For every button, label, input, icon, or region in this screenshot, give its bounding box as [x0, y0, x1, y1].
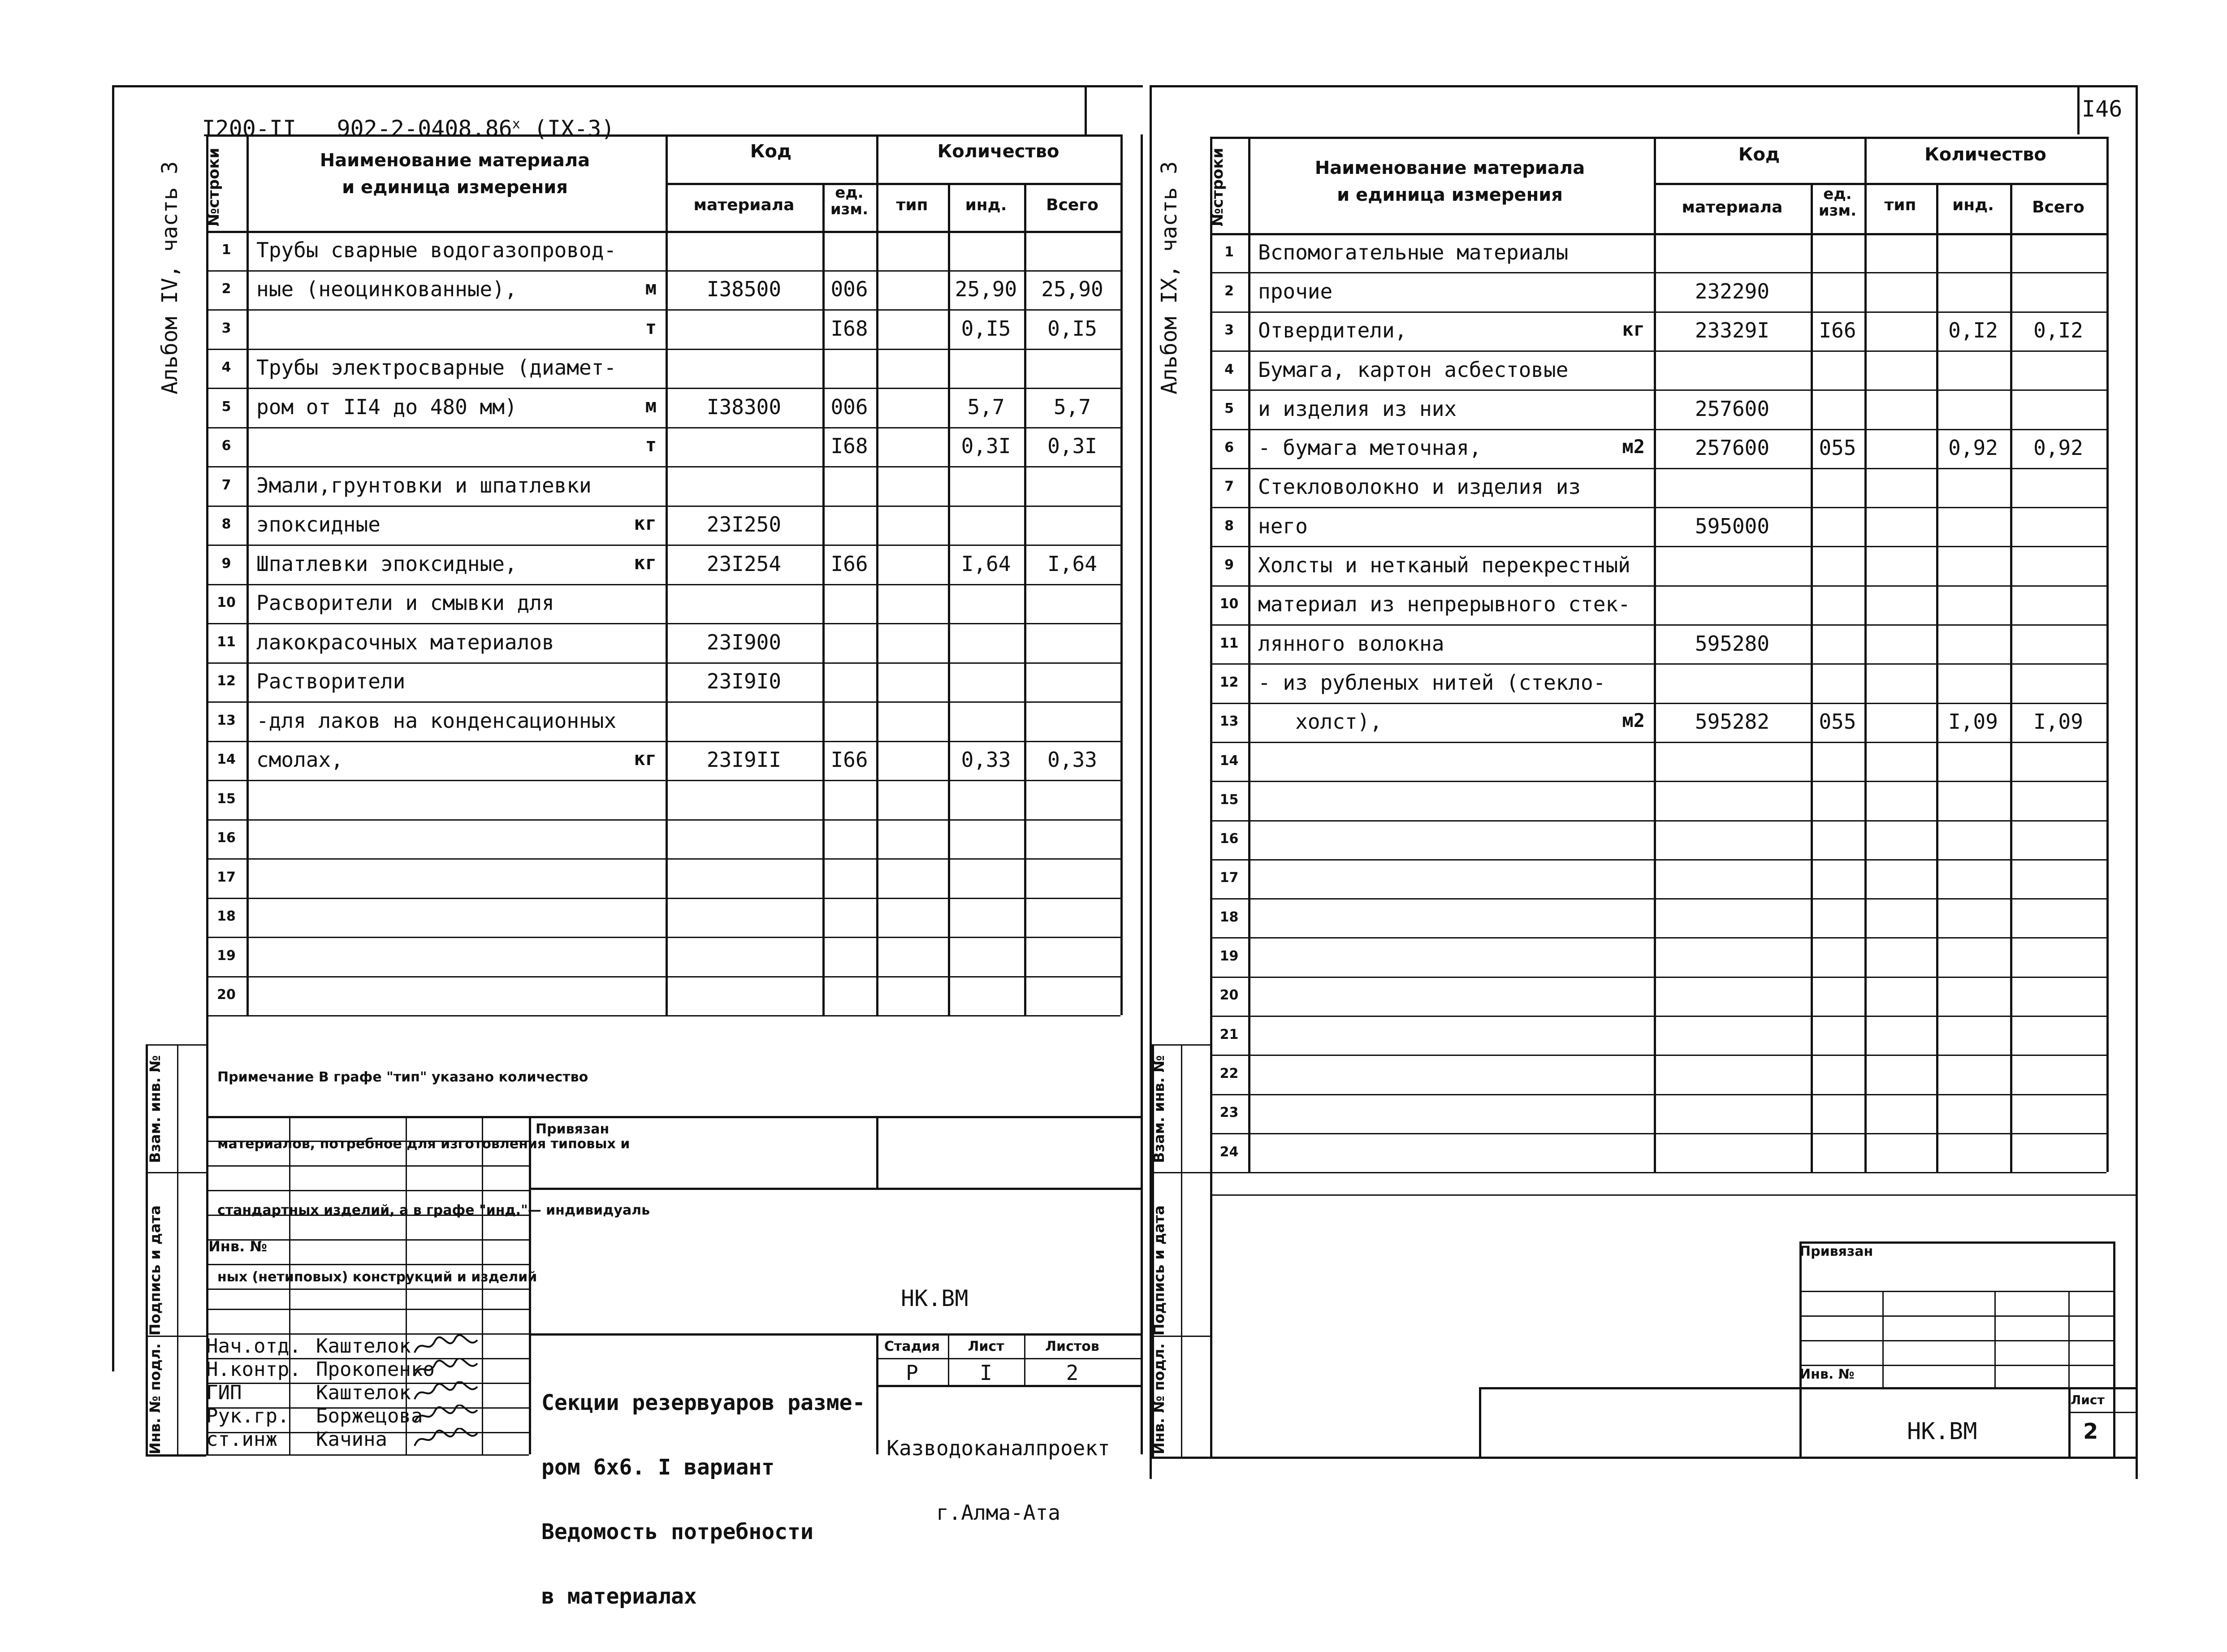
rule [876, 1116, 878, 1188]
row-number: 12 [1219, 674, 1239, 690]
material-name: лакокрасочных материалов [256, 630, 554, 654]
rule [206, 388, 1120, 389]
unit-code: 006 [830, 394, 868, 419]
signature-icon [412, 1335, 480, 1357]
staff-role: Нач.отд. [206, 1335, 301, 1358]
rule [206, 1454, 529, 1456]
rule [1210, 1133, 2106, 1134]
row-number: 13 [1219, 714, 1239, 730]
material-name: - бумага меточная, [1258, 436, 1482, 460]
inv-no-label: Инв. № [1799, 1367, 1855, 1382]
material-code: I38500 [706, 277, 782, 302]
rule [206, 1264, 529, 1265]
staff-name: Боржецова [316, 1405, 423, 1427]
frame-code-end [1085, 85, 1087, 134]
material-name: Стекловолокно и изделия из [1258, 475, 1581, 499]
rule [666, 134, 668, 1015]
unit-code: I66 [830, 748, 868, 772]
row-number: 23 [1219, 1105, 1239, 1121]
rule [1210, 507, 2106, 508]
row-number: 4 [1224, 361, 1234, 377]
sheets-value: 2 [1066, 1361, 1079, 1385]
side-label-sign: Подпись и дата [1150, 1205, 1168, 1336]
rule [1210, 937, 2106, 938]
qty-ind: 0,I2 [1948, 318, 1998, 343]
unit-of-measure: м [645, 394, 657, 417]
rule [482, 1116, 483, 1454]
sheet-label: Лист [2071, 1393, 2105, 1407]
privyazan-label: Привязан [1799, 1244, 1873, 1259]
rule [206, 584, 1120, 585]
row-number: 22 [1219, 1065, 1239, 1081]
rule [1210, 546, 2106, 547]
sheet-header: Лист [968, 1339, 1004, 1354]
rule [876, 1385, 1141, 1387]
row-number: 12 [217, 673, 236, 689]
rule [1799, 1241, 1802, 1457]
rule [146, 1336, 206, 1337]
material-code: 23329I [1695, 318, 1770, 343]
page-number: I46 [2082, 96, 2123, 122]
rule [206, 976, 1120, 977]
rule [1479, 1387, 1481, 1457]
code-header: Код [750, 141, 792, 162]
rule [1210, 272, 2106, 273]
row-number: 17 [1219, 870, 1239, 886]
unit-of-measure: м2 [1622, 709, 1645, 732]
total-header: Всего [2032, 198, 2084, 216]
frame-top [112, 85, 1143, 87]
unit-code: I66 [830, 551, 868, 576]
rule [206, 1309, 529, 1310]
rule [1210, 624, 2106, 626]
row-number: 8 [221, 516, 231, 532]
note [217, 1022, 650, 1332]
rule [948, 183, 950, 1015]
rule [876, 1358, 1141, 1359]
rule [1210, 742, 2106, 743]
rule [206, 701, 1120, 703]
album-label: Альбом IV, часть 3 [157, 161, 182, 394]
material-name: Вспомогательные материалы [1258, 240, 1569, 264]
row-number: 6 [1224, 440, 1234, 456]
row-number: 21 [1219, 1026, 1239, 1042]
rule [1210, 1194, 2136, 1196]
unit-of-measure: м2 [1622, 436, 1645, 458]
rule [1210, 311, 2106, 313]
row-number: 17 [217, 869, 236, 885]
rule [206, 506, 1120, 507]
row-no-header: №строки [205, 147, 223, 226]
rule [1210, 350, 2106, 352]
note-line: ных (нетиповых) конструкций и изделий [217, 1269, 537, 1285]
row-number: 1 [221, 242, 231, 258]
rule [2113, 1241, 2115, 1457]
qty-header: Количество [1924, 144, 2046, 165]
frame-right-right [2136, 85, 2138, 1479]
title-line: Секции резервуаров разме- [541, 1390, 865, 1415]
sheet-value: I [980, 1361, 992, 1385]
qty-ind: 0,3I [961, 434, 1011, 458]
qty-ind: 0,33 [961, 748, 1011, 772]
rule [1210, 703, 2106, 704]
material-code: 595280 [1695, 631, 1770, 656]
rule [206, 1215, 529, 1216]
row-number: 1 [1224, 244, 1234, 260]
material-name: ные (неоцинкованные), [256, 277, 517, 302]
organization [876, 1394, 1120, 1567]
unit-of-measure: кг [1622, 318, 1645, 341]
total-header: Всего [1046, 196, 1098, 214]
qty-header: Количество [937, 141, 1059, 162]
rule [206, 937, 1120, 938]
unit-code: 055 [1819, 436, 1856, 460]
qty-total: 0,3I [1047, 434, 1097, 458]
unit-code: I68 [830, 434, 868, 458]
row-number: 10 [217, 595, 236, 611]
rule [1210, 468, 2106, 469]
row-no-header: №строки [1209, 147, 1227, 226]
row-number: 5 [221, 398, 231, 415]
row-number: 14 [1219, 752, 1239, 769]
rule [1210, 389, 2106, 391]
rule [1654, 183, 2106, 185]
material-name: холст), [1258, 709, 1382, 734]
qty-total: 25,90 [1041, 277, 1103, 302]
frame-right [1141, 134, 1143, 1454]
rule [206, 662, 1120, 664]
rule [146, 1172, 206, 1173]
rule [206, 1190, 529, 1191]
rule [206, 1116, 1141, 1118]
material-name: Эмали,грунтовки и шпатлевки [256, 473, 592, 497]
rule [1479, 1387, 2136, 1389]
material-name: материал из непрерывного стек- [1258, 592, 1630, 617]
title-line: Ведомость потребности [541, 1519, 813, 1544]
material-name: Холсты и нетканый перекрестный [1258, 553, 1630, 578]
qty-total: 0,92 [2033, 436, 2083, 460]
qty-ind: 0,I5 [961, 316, 1011, 341]
sheet-number: 2 [2083, 1419, 2098, 1444]
rule [146, 1044, 206, 1046]
sheet-title [541, 1349, 865, 1650]
rule [206, 741, 1120, 742]
row-number: 24 [1219, 1144, 1239, 1160]
name-header: Наименование материала и единица измерения [1315, 158, 1585, 205]
material-name: Расворители и смывки для [256, 591, 554, 615]
row-number: 7 [221, 477, 231, 493]
rule [1210, 1172, 1212, 1457]
rule [1210, 1055, 2106, 1056]
row-number: 13 [217, 712, 236, 728]
rule [529, 1333, 1141, 1336]
unit-code: 006 [830, 277, 868, 302]
side-label-sign: Подпись и дата [147, 1205, 164, 1336]
rule [529, 1188, 1141, 1190]
sheets-header: Листов [1045, 1339, 1099, 1354]
org-line: Казводоканалпроект [886, 1436, 1110, 1460]
rule [206, 623, 1120, 624]
unit-of-measure: кг [634, 551, 657, 574]
stage-value: Р [906, 1361, 918, 1385]
stage-header: Стадия [884, 1339, 940, 1354]
row-number: 15 [1219, 791, 1239, 808]
note-line: стандартных изделий, а в графе "инд."— индивидуаль [217, 1202, 650, 1218]
material-code: 23I900 [706, 630, 782, 654]
material-code: 257600 [1695, 436, 1770, 460]
material-name: Отвердители, [1258, 318, 1407, 343]
material-name: него [1258, 514, 1308, 538]
title-line: в материалах [541, 1584, 697, 1609]
rule [177, 1044, 178, 1457]
material-code: I38300 [706, 394, 782, 419]
rule [1120, 134, 1123, 1015]
row-number: 8 [1224, 518, 1234, 534]
ind-header: инд. [965, 196, 1007, 214]
row-number: 11 [217, 634, 236, 650]
qty-ind: I,64 [961, 551, 1011, 576]
rule [529, 1116, 531, 1454]
material-code: 257600 [1695, 396, 1770, 421]
row-number: 4 [221, 359, 231, 376]
material-name: Трубы сварные водогазопровод- [256, 238, 617, 262]
rule [1210, 977, 2106, 978]
rule [206, 819, 1120, 821]
rule [1799, 1365, 2113, 1366]
row-number: 2 [221, 281, 231, 297]
material-code: 23I250 [706, 512, 782, 537]
row-number: 19 [1219, 948, 1239, 964]
side-label-replace: Взам. инв. № [1150, 1055, 1168, 1163]
rule [246, 134, 249, 1015]
typ-header: тип [1884, 196, 1916, 214]
org-line: г.Алма-Ата [936, 1501, 1060, 1525]
rule [206, 1141, 529, 1142]
staff-role: Н.контр. [206, 1358, 301, 1381]
ind-header: инд. [1952, 196, 1994, 214]
material-code: 595000 [1695, 514, 1770, 538]
rule [1882, 1291, 1884, 1389]
rule [1994, 1291, 1996, 1389]
privyazan-label: Привязан [536, 1121, 610, 1137]
qty-ind: 5,7 [967, 394, 1005, 419]
material-name: прочие [1258, 279, 1333, 303]
material-name: смолах, [256, 748, 343, 772]
material-name: и изделия из них [1258, 396, 1457, 421]
row-number: 14 [217, 752, 236, 768]
rule [1210, 663, 2106, 665]
unit-of-measure: кг [634, 748, 657, 770]
rule [206, 270, 1120, 272]
frame-left [112, 85, 114, 1371]
rule [1210, 137, 2106, 139]
title-line: ром 6х6. I вариант [541, 1455, 775, 1480]
doc-mark: НК.ВМ [901, 1285, 969, 1311]
unit-code: I68 [830, 316, 868, 341]
material-code: 232290 [1695, 279, 1770, 303]
unit-of-measure: т [645, 316, 657, 338]
qty-ind: 25,90 [955, 277, 1017, 302]
row-number: 16 [217, 830, 236, 846]
qty-total: 0,I5 [1047, 316, 1097, 341]
unit-of-measure: т [645, 434, 657, 456]
inv-no-label: Инв. № [208, 1238, 267, 1255]
row-number: 18 [217, 908, 236, 925]
rule [206, 231, 1120, 233]
row-number: 5 [1224, 400, 1234, 416]
signature-icon [412, 1381, 480, 1404]
row-number: 18 [1219, 909, 1239, 925]
side-label-inv: Инв. № подл. [147, 1343, 164, 1454]
staff-name: Каштелок [316, 1381, 411, 1404]
unit-header: ед. изм. [1818, 185, 1857, 220]
material-name: Шпатлевки эпоксидные, [256, 551, 517, 576]
staff-name: Каштелок [316, 1335, 411, 1358]
unit-of-measure: м [645, 277, 657, 299]
signature-icon [412, 1428, 480, 1450]
row-number: 15 [217, 791, 236, 807]
rule [1799, 1315, 2113, 1317]
rule [1210, 1172, 2106, 1173]
side-label-replace: Взам. инв. № [147, 1055, 164, 1163]
material-name: эпоксидные [256, 512, 381, 537]
rule [2106, 137, 2109, 1172]
code-header: Код [1738, 144, 1780, 165]
rule [206, 1165, 529, 1167]
name-header: Наименование материала и единица измерения [320, 150, 590, 198]
note-line: материалов, потребное для изготовления типовых и [217, 1136, 630, 1152]
frame-top-right [1150, 85, 2138, 87]
staff-name: Качина [316, 1428, 387, 1451]
material-header: материала [1682, 198, 1783, 216]
row-number: 20 [217, 987, 236, 1003]
qty-total: 5,7 [1053, 394, 1091, 419]
row-number: 11 [1219, 635, 1239, 651]
rule [1210, 1094, 2106, 1095]
qty-total: I,09 [2033, 709, 2083, 734]
qty-total: I,64 [1047, 551, 1097, 576]
unit-of-measure: кг [634, 512, 657, 535]
row-number: 20 [1219, 987, 1239, 1003]
material-name: - из рубленых нитей (стекло- [1258, 670, 1606, 695]
rule [206, 427, 1120, 428]
rule [206, 466, 1120, 467]
rule [1150, 1457, 2136, 1459]
album-label-right: Альбом IX, часть 3 [1157, 161, 1182, 394]
row-number: 2 [1224, 283, 1234, 299]
rule [1210, 1016, 2106, 1017]
rule [1210, 429, 2106, 430]
unit-code: 055 [1819, 709, 1856, 734]
rule [206, 1289, 529, 1290]
signature-icon [412, 1405, 480, 1427]
material-name: -для лаков на конденсационных [256, 708, 617, 733]
rule [666, 183, 1120, 185]
row-number: 3 [1224, 322, 1234, 338]
rule [1210, 585, 2106, 587]
material-name: Трубы электросварные (диамет- [256, 355, 617, 380]
material-code: 595282 [1695, 709, 1770, 734]
material-name: лянного волокна [1258, 631, 1444, 656]
material-code: 23I254 [706, 551, 782, 576]
staff-role: ст.инж [206, 1428, 277, 1451]
row-number: 16 [1219, 831, 1239, 847]
doc-mark: НК.ВМ [1907, 1418, 1977, 1445]
rule [206, 545, 1120, 546]
rule [822, 183, 825, 1015]
material-code: 23I9I0 [706, 669, 782, 694]
rule [1181, 1044, 1182, 1457]
rule [1210, 859, 2106, 861]
note-line: Примечание В графе "тип" указано количество [217, 1069, 588, 1085]
material-name: Бумага, картон асбестовые [1258, 357, 1569, 382]
page-no-box [2077, 85, 2080, 134]
rule [1024, 183, 1026, 1015]
rule [206, 858, 1120, 860]
row-number: 19 [217, 947, 236, 964]
doc-code: I200-II 902-2-0408.86$^x$ (IX-3) [202, 116, 615, 142]
staff-role: Рук.гр. [206, 1405, 290, 1427]
rule [1210, 781, 2106, 782]
side-label-inv: Инв. № подл. [1150, 1343, 1168, 1454]
rule [1210, 898, 2106, 900]
staff-name: Прокопенко [316, 1358, 435, 1381]
rule [1799, 1340, 2113, 1341]
qty-ind: 0,92 [1948, 436, 1998, 460]
qty-total: 0,33 [1047, 748, 1097, 772]
material-name: ром от II4 до 480 мм) [256, 394, 517, 419]
rule [206, 898, 1120, 899]
rule [206, 780, 1120, 781]
rule [146, 1454, 206, 1457]
rule [2068, 1412, 2136, 1413]
material-name: Растворители [256, 669, 406, 694]
staff-role: ГИП [206, 1381, 242, 1404]
unit-header: ед. изм. [830, 184, 869, 219]
material-header: материала [693, 196, 795, 214]
row-number: 7 [1224, 479, 1234, 495]
qty-ind: I,09 [1948, 709, 1998, 734]
rule [1799, 1291, 2113, 1292]
row-number: 6 [221, 438, 231, 454]
unit-code: I66 [1819, 318, 1856, 343]
typ-header: тип [896, 196, 928, 214]
rule [1210, 820, 2106, 822]
row-number: 10 [1219, 596, 1239, 612]
row-number: 3 [221, 320, 231, 336]
rule [206, 309, 1120, 311]
rule [206, 349, 1120, 350]
rule [1210, 233, 2106, 235]
signature-icon [412, 1358, 480, 1380]
rule [876, 134, 878, 1015]
rule [289, 1116, 290, 1454]
rule [206, 134, 1120, 137]
row-number: 9 [1224, 557, 1234, 573]
rule [2068, 1291, 2070, 1389]
rule [206, 1015, 1120, 1016]
material-code: 23I9II [706, 748, 782, 772]
qty-total: 0,I2 [2033, 318, 2083, 343]
row-number: 9 [221, 555, 231, 571]
